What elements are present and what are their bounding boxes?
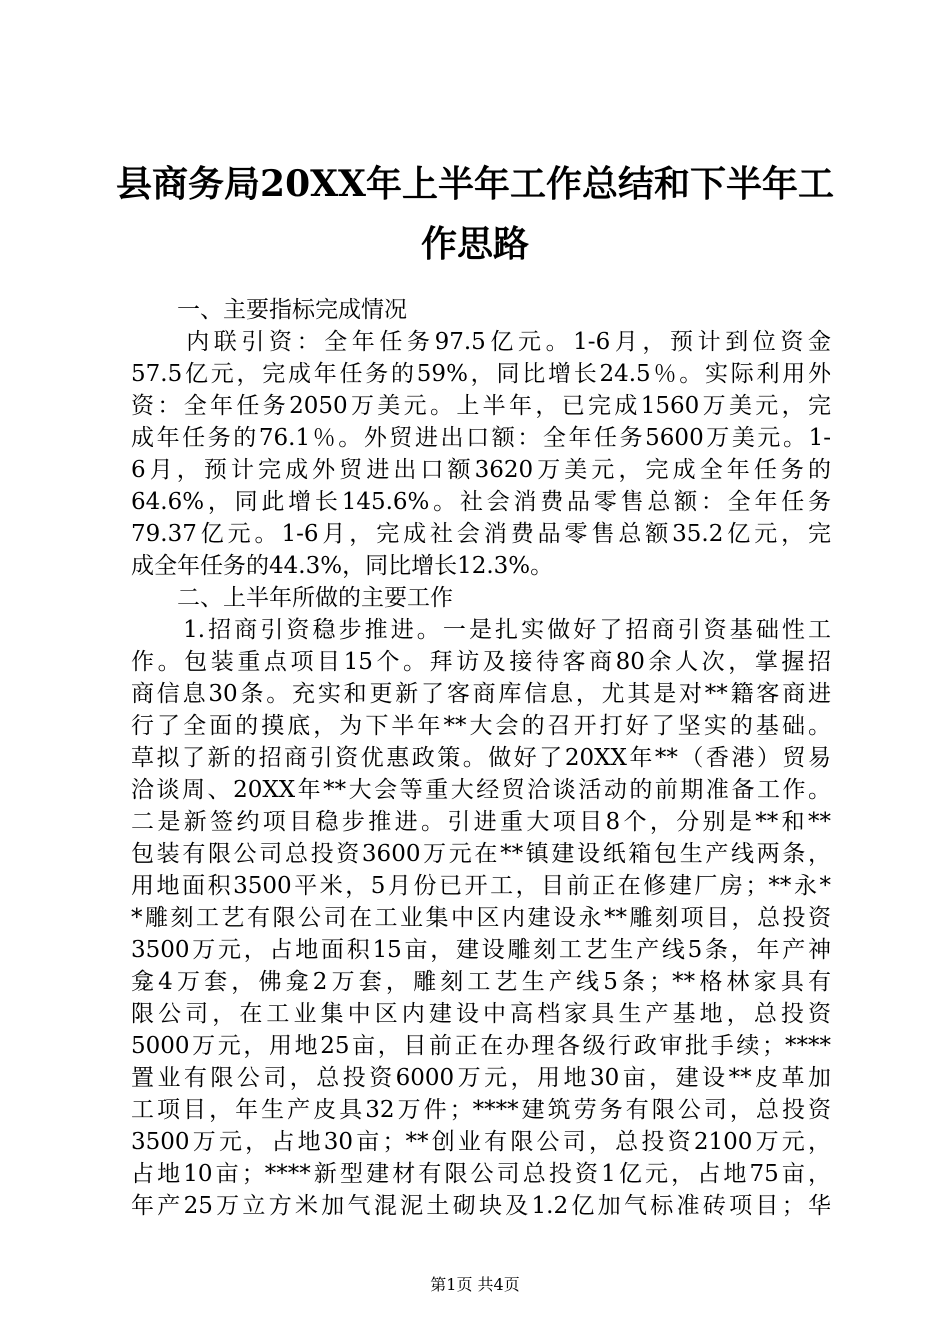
body-text-line: 3500万元，占地30亩；**创业有限公司，总投资2100万元， bbox=[131, 1129, 831, 1155]
body-text-line: 64.6%，同此增长145.6%。社会消费品零售总额：全年任务 bbox=[131, 489, 831, 515]
document-title-line-2: 作思路 bbox=[420, 223, 529, 265]
body-text-line: 3500万元，占地面积15亩，建设雕刻工艺生产线5条，年产神 bbox=[131, 937, 831, 963]
body-text-line: 成全年任务的44.3%，同比增长12.3%。 bbox=[131, 553, 554, 579]
body-text-line: 置业有限公司，总投资6000万元，用地30亩，建设**皮革加 bbox=[131, 1065, 831, 1091]
body-text-line: 商信息30条。充实和更新了客商库信息，尤其是对**籍客商进 bbox=[131, 681, 831, 707]
section-heading-1: 一、主要指标完成情况 bbox=[131, 297, 407, 323]
body-text-line: 草拟了新的招商引资优惠政策。做好了20XX年**（香港）贸易 bbox=[131, 745, 831, 771]
body-text-line: 占地10亩；****新型建材有限公司总投资1亿元，占地75亩， bbox=[131, 1161, 831, 1187]
body-text-line: 1.招商引资稳步推进。一是扎实做好了招商引资基础性工 bbox=[131, 617, 831, 643]
body-text-line: 二是新签约项目稳步推进。引进重大项目8个，分别是**和** bbox=[131, 809, 831, 835]
body-text-line: *雕刻工艺有限公司在工业集中区内建设永**雕刻项目，总投资 bbox=[131, 905, 831, 931]
body-text-line: 洽谈周、20XX年**大会等重大经贸洽谈活动的前期准备工作。 bbox=[131, 777, 831, 803]
body-text-line: 6月，预计完成外贸进出口额3620万美元，完成全年任务的 bbox=[131, 457, 831, 483]
body-text-line: 包装有限公司总投资3600万元在**镇建设纸箱包生产线两条， bbox=[131, 841, 831, 867]
body-text-line: 资：全年任务2050万美元。上半年，已完成1560万美元，完 bbox=[131, 393, 831, 419]
body-text-line: 工项目，年生产皮具32万件；****建筑劳务有限公司，总投资 bbox=[131, 1097, 831, 1123]
body-text-line: 龛4万套，佛龛2万套，雕刻工艺生产线5条；**格林家具有 bbox=[131, 969, 831, 995]
body-text-line: 用地面积3500平米，5月份已开工，目前正在修建厂房；**永* bbox=[131, 873, 831, 899]
section-heading-2: 二、上半年所做的主要工作 bbox=[131, 585, 453, 611]
body-text-line: 内联引资：全年任务97.5亿元。1-6月，预计到位资金 bbox=[131, 329, 831, 355]
body-text-line: 行了全面的摸底，为下半年**大会的召开打好了坚实的基础。 bbox=[131, 713, 831, 739]
page-number-footer: 第1页 共4页 bbox=[430, 1275, 520, 1294]
body-text-line: 57.5亿元，完成年任务的59%，同比增长24.5％。实际利用外 bbox=[131, 361, 831, 387]
body-text-line: 79.37亿元。1-6月，完成社会消费品零售总额35.2亿元，完 bbox=[131, 521, 831, 547]
body-text-line: 年产25万立方米加气混泥土砌块及1.2亿加气标准砖项目；华 bbox=[131, 1193, 831, 1219]
body-text-line: 5000万元，用地25亩，目前正在办理各级行政审批手续；**** bbox=[131, 1033, 831, 1059]
document-title-line-1: 县商务局20XX年上半年工作总结和下半年工 bbox=[116, 163, 834, 205]
body-text-line: 作。包装重点项目15个。拜访及接待客商80余人次，掌握招 bbox=[131, 649, 831, 675]
body-text-line: 成年任务的76.1％。外贸进出口额：全年任务5600万美元。1- bbox=[131, 425, 831, 451]
body-text-line: 限公司，在工业集中区内建设中高档家具生产基地，总投资 bbox=[131, 1001, 831, 1027]
